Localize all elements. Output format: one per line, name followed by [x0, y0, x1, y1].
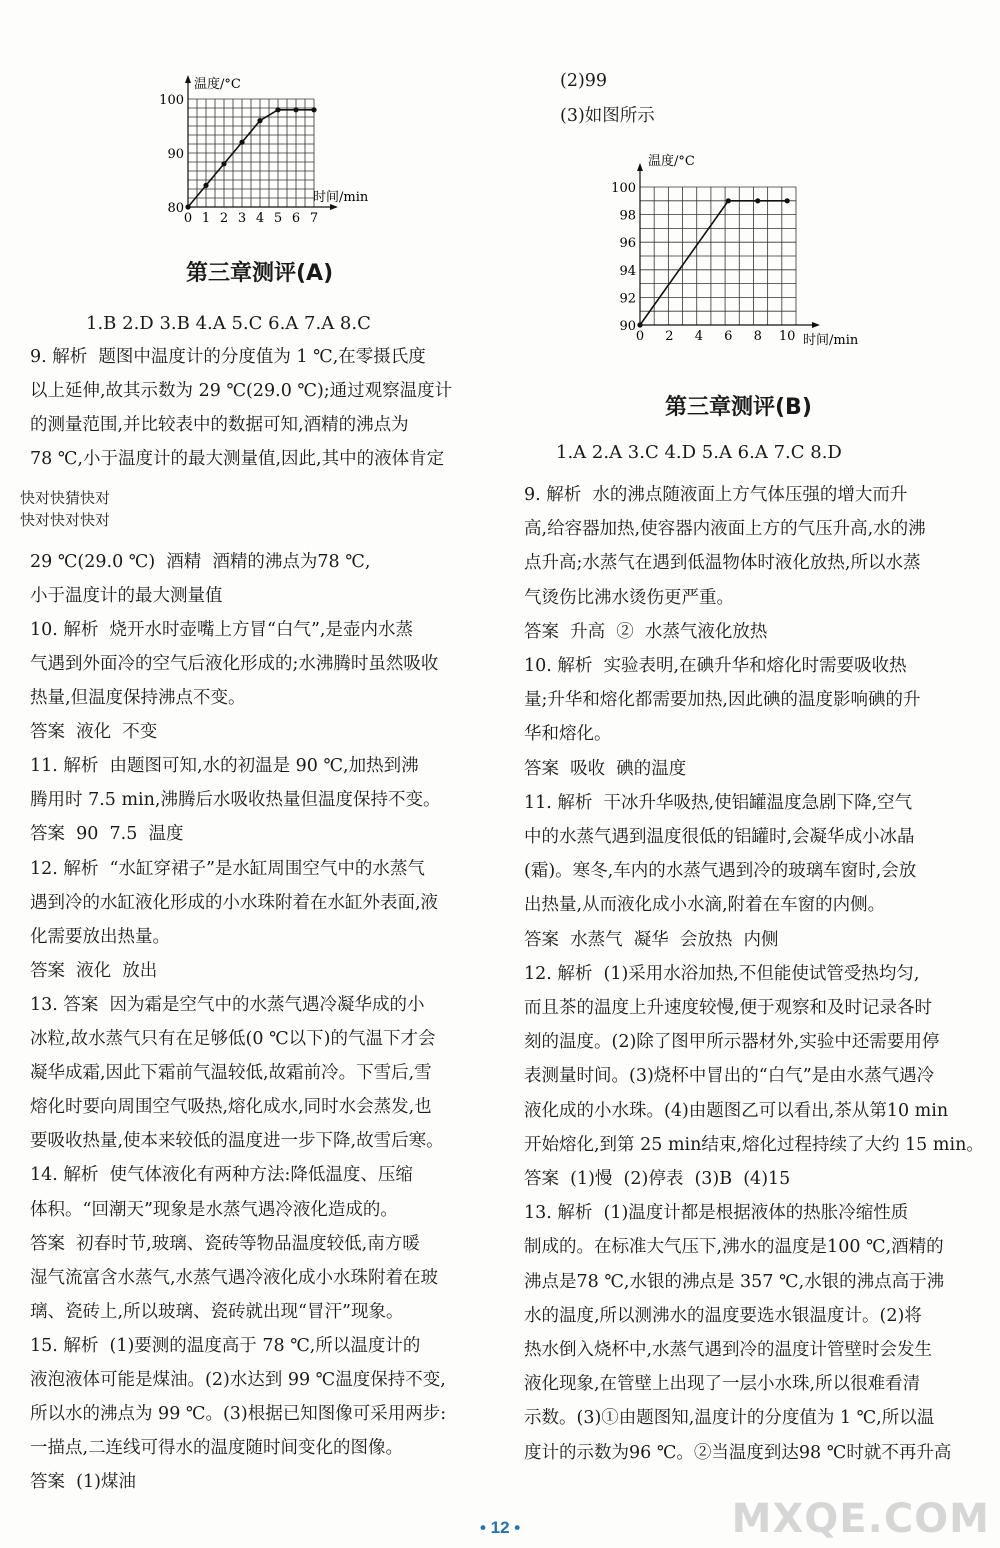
left-line: 答案 (1)煤油	[30, 1472, 136, 1493]
right-line: 示数。(3)①由题图知,温度计的分度值为 1 ℃,所以温	[524, 1408, 935, 1429]
right-line: 答案 吸收 碘的温度	[524, 758, 687, 779]
right-line: 答案 (1)慢 (2)停表 (3)B (4)15	[524, 1169, 791, 1189]
right-line: 12. 解析 (1)采用水浴加热,不但能使试管受热均匀,	[524, 963, 920, 984]
right-line: (霜)。寒冬,车内的水蒸气遇到冷的玻璃车窗时,会放	[524, 861, 917, 882]
left-line: 一描点,二连线可得水的温度随时间变化的图像。	[30, 1438, 404, 1459]
y-axis-label: 温度/°C	[648, 154, 695, 169]
right-line: 出热量,从而液化成小水滴,附着在车窗的内侧。	[524, 895, 886, 916]
right-top-2: (3)如图所示	[560, 106, 655, 126]
data-point	[637, 322, 642, 327]
data-point	[275, 107, 280, 112]
x-tick-label: 3	[237, 211, 247, 226]
y-axis-arrow	[185, 75, 191, 83]
right-heading: 第三章测评(B)	[665, 395, 812, 420]
right-line: 10. 解析 实验表明,在碘升华和熔化时需要吸收热	[524, 656, 907, 676]
watermark: MXQE.COM	[731, 1496, 990, 1542]
left-line: 12. 解析 “水缸穿裙子”是水缸周围空气中的水蒸气	[30, 858, 425, 879]
left-line: 熔化时要向周围空气吸热,熔化成水,同时水会蒸发,也	[30, 1097, 432, 1118]
x-tick-label: 4	[255, 211, 265, 226]
right-line: 液化现象,在管壁上出现了一层小水珠,所以很难看清	[524, 1374, 921, 1395]
data-point	[726, 198, 731, 203]
left-line: 要吸收热量,使本来较低的温度进一步下降,故雪后寒。	[30, 1131, 444, 1152]
x-axis-label: 时间/min	[803, 333, 859, 348]
left-line: 液泡液体可能是煤油。(2)水达到 99 ℃温度保持不变,	[30, 1370, 446, 1390]
right-line: 答案 升高 ② 水蒸气液化放热	[524, 621, 768, 642]
right-line: 表测量时间。(3)烧杯中冒出的“白气”是由水蒸气遇冷	[524, 1066, 935, 1087]
overlay-text-2: 快对快对快对	[20, 511, 111, 529]
data-point	[185, 204, 190, 209]
y-tick-label: 100	[611, 181, 636, 196]
y-tick-label: 92	[619, 291, 636, 307]
data-point	[203, 183, 208, 188]
left-line: 11. 解析 由题图可知,水的初温是 90 ℃,加热到沸	[30, 756, 419, 777]
right-line: 13. 解析 (1)温度计都是根据液体的热胀冷缩性质	[524, 1203, 909, 1224]
left-line: 冰粒,故水蒸气只有在足够低(0 ℃以下)的气温下才会	[30, 1029, 436, 1049]
y-tick-label: 100	[159, 93, 184, 108]
data-point	[257, 118, 262, 123]
right-line: 热水倒入烧杯中,水蒸气遇到冷的温度计管壁时会发生	[524, 1340, 933, 1360]
left-line: 璃、瓷砖上,所以玻璃、瓷砖就出现“冒汗”现象。	[30, 1301, 404, 1322]
y-tick-label: 80	[167, 201, 184, 216]
x-tick-label: 0	[635, 329, 645, 344]
left-line: 答案 90 7.5 温度	[30, 824, 184, 845]
y-tick-label: 98	[619, 208, 636, 224]
right-line: 沸点是78 ℃,水银的沸点是 357 ℃,水银的沸点高于沸	[524, 1271, 945, 1292]
left-line: 答案 初春时节,玻璃、瓷砖等物品温度较低,南方暖	[30, 1233, 420, 1254]
y-axis-label: 温度/°C	[194, 77, 241, 92]
left-line: 小于温度计的最大测量值	[30, 585, 223, 606]
right-mc-answers: 1.A 2.A 3.C 4.D 5.A 6.A 7.C 8.D	[556, 442, 842, 463]
right-line: 答案 水蒸气 凝华 会放热 内侧	[524, 929, 779, 950]
left-line: 答案 液化 不变	[30, 722, 158, 743]
x-tick-label: 6	[724, 329, 733, 344]
left-line: 的测量范围,并比较表中的数据可知,酒精的沸点为	[30, 415, 409, 436]
left-line: 13. 答案 因为霜是空气中的水蒸气遇冷凝华成的小	[30, 994, 425, 1015]
left-line: 9. 解析 题图中温度计的分度值为 1 ℃,在零摄氏度	[30, 347, 426, 367]
right-line: 11. 解析 干冰升华吸热,使铝罐温度急剧下降,空气	[524, 792, 913, 813]
right-line: 量;升华和熔化都需要加热,因此碘的温度影响碘的升	[524, 690, 921, 711]
x-tick-label: 2	[219, 211, 229, 226]
left-line: 15. 解析 (1)要测的温度高于 78 ℃,所以温度计的	[30, 1335, 421, 1356]
left-line: 化需要放出热量。	[30, 926, 170, 947]
right-top-1: (2)99	[560, 71, 608, 91]
y-tick-label: 94	[619, 263, 636, 279]
left-line: 凝华成霜,因此下霜前气温较低,故霜前冷。下雪后,雪	[30, 1063, 432, 1084]
right-line: 制成的。在标准大气压下,沸水的温度是100 ℃,酒精的	[524, 1237, 944, 1258]
data-point	[785, 198, 790, 203]
right-line: 度计的示数为96 ℃。②当温度到达98 ℃时就不再升高	[524, 1442, 952, 1463]
left-line: 腾用时 7.5 min,沸腾后水吸收热量但温度保持不变。	[30, 790, 441, 811]
x-axis-arrow	[812, 322, 820, 328]
left-line: 湿气流富含水蒸气,水蒸气遇冷液化成小水珠附着在玻	[30, 1267, 439, 1288]
left-line: 气遇到外面冷的空气后液化形成的;水沸腾时虽然吸收	[30, 653, 439, 674]
x-tick-label: 6	[291, 211, 301, 226]
series-line	[640, 201, 787, 325]
right-line: 开始熔化,到第 25 min结束,熔化过程持续了大约 15 min。	[524, 1134, 984, 1155]
left-line: 答案 液化 放出	[30, 960, 158, 981]
left-line: 遇到冷的水缸液化形成的小水珠附着在水缸外表面,液	[30, 892, 439, 913]
right-line: 9. 解析 水的沸点随液面上方气体压强的增大而升	[524, 485, 908, 505]
y-tick-label: 90	[619, 319, 636, 334]
right-line: 气烫伤比沸水烫伤更严重。	[524, 587, 734, 608]
data-point	[293, 107, 298, 112]
y-axis-arrow	[637, 163, 643, 171]
overlay-text-1: 快对快猜快对	[20, 489, 111, 507]
page-number: • 12 •	[480, 1518, 521, 1537]
x-tick-label: 4	[694, 329, 704, 344]
left-line: 热量,但温度保持沸点不变。	[30, 688, 246, 708]
right-line: 而且茶的温度上升速度较慢,便于观察和及时记录各时	[524, 998, 933, 1018]
data-point	[239, 140, 244, 145]
left-mc-answers: 1.B 2.D 3.B 4.A 5.C 6.A 7.A 8.C	[86, 313, 371, 334]
x-tick-label: 7	[309, 211, 319, 226]
left-line: 以上延伸,故其示数为 29 ℃(29.0 ℃);通过观察温度计	[30, 381, 453, 402]
right-line: 点升高;水蒸气在遇到低温物体时液化放热,所以水蒸	[524, 553, 921, 574]
left-line: 体积。“回潮天”现象是水蒸气遇冷液化造成的。	[30, 1199, 398, 1220]
data-point	[311, 107, 316, 112]
left-line: 所以水的沸点为 99 ℃。(3)根据已知图像可采用两步:	[30, 1404, 447, 1425]
data-point	[755, 198, 760, 203]
x-tick-label: 0	[183, 211, 193, 226]
y-tick-label: 96	[619, 236, 636, 252]
chart-a	[150, 70, 390, 226]
x-axis-label: 时间/min	[313, 190, 369, 205]
y-tick-label: 90	[167, 147, 184, 162]
x-tick-label: 5	[273, 211, 283, 226]
left-line: 14. 解析 使气体液化有两种方法:降低温度、压缩	[30, 1165, 413, 1186]
right-line: 中的水蒸气遇到温度很低的铝罐时,会凝华成小冰晶	[524, 827, 915, 847]
left-line: 78 ℃,小于温度计的最大测量值,因此,其中的液体肯定	[30, 449, 445, 470]
x-tick-label: 8	[753, 329, 762, 344]
right-line: 刻的温度。(2)除了图甲所示器材外,实验中还需要用停	[524, 1032, 940, 1053]
right-line: 液化成的小水珠。(4)由题图乙可以看出,茶从第10 min	[524, 1100, 949, 1121]
left-line: 29 ℃(29.0 ℃) 酒精 酒精的沸点为78 ℃,	[30, 551, 371, 572]
left-line: 10. 解析 烧开水时壶嘴上方冒“白气”,是壶内水蒸	[30, 619, 413, 640]
left-heading: 第三章测评(A)	[186, 261, 334, 286]
x-tick-label: 10	[778, 329, 796, 344]
right-line: 水的温度,所以测沸水的温度要选水银温度计。(2)将	[524, 1305, 922, 1326]
chart-b	[611, 150, 905, 360]
right-line: 华和熔化。	[524, 724, 612, 745]
x-tick-label: 2	[665, 329, 674, 344]
right-line: 高,给容器加热,使容器内液面上方的气压升高,水的沸	[524, 519, 926, 540]
data-point	[221, 161, 226, 166]
x-tick-label: 1	[201, 211, 211, 226]
